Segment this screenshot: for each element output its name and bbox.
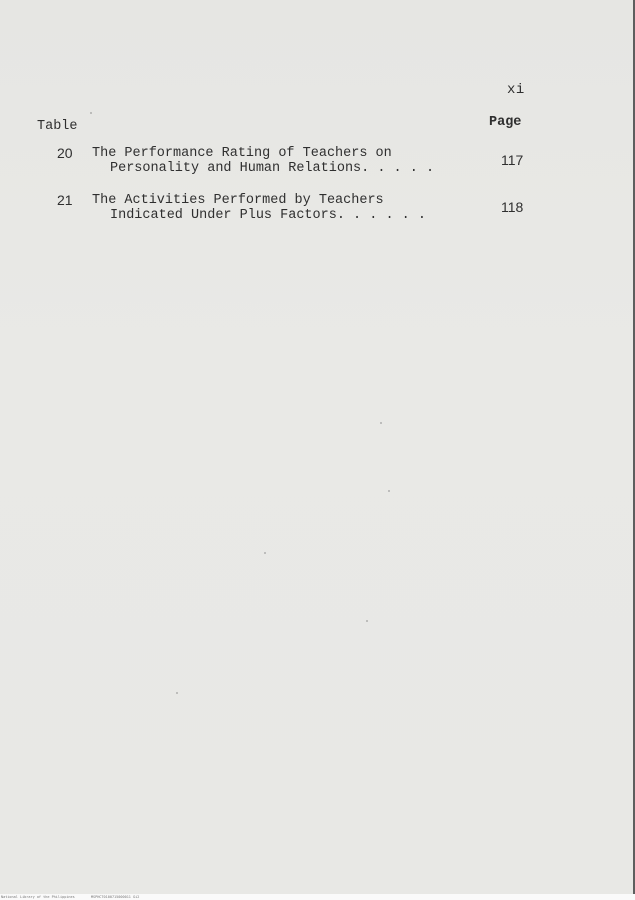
paper-speck — [388, 490, 390, 492]
table-entry-page: 117 — [501, 152, 524, 168]
footer-library: National Library of the Philippines — [1, 895, 75, 899]
table-entry-page: 118 — [501, 199, 524, 215]
paper-speck — [176, 692, 178, 694]
table-entry-number: 20 — [57, 145, 73, 161]
scan-footer — [0, 894, 635, 900]
paper-speck — [366, 620, 368, 622]
table-entry-number: 21 — [57, 192, 73, 208]
paper-speck — [264, 552, 266, 554]
paper-speck — [380, 422, 382, 424]
table-entry-title-line1: The Activities Performed by Teachers — [92, 193, 384, 208]
paper-speck — [90, 112, 92, 114]
table-entry-title-line2: Indicated Under Plus Factors. . . . . . — [110, 208, 426, 223]
page-number: xi — [507, 82, 525, 98]
footer-code: MSPHCT0100715000011 Gi2 — [90, 895, 140, 899]
table-column-header: Table — [37, 119, 78, 134]
table-entry-title-line2: Personality and Human Relations. . . . . — [110, 161, 435, 176]
page-column-header: Page — [489, 115, 522, 130]
table-entry-title-line1: The Performance Rating of Teachers on — [92, 146, 392, 161]
